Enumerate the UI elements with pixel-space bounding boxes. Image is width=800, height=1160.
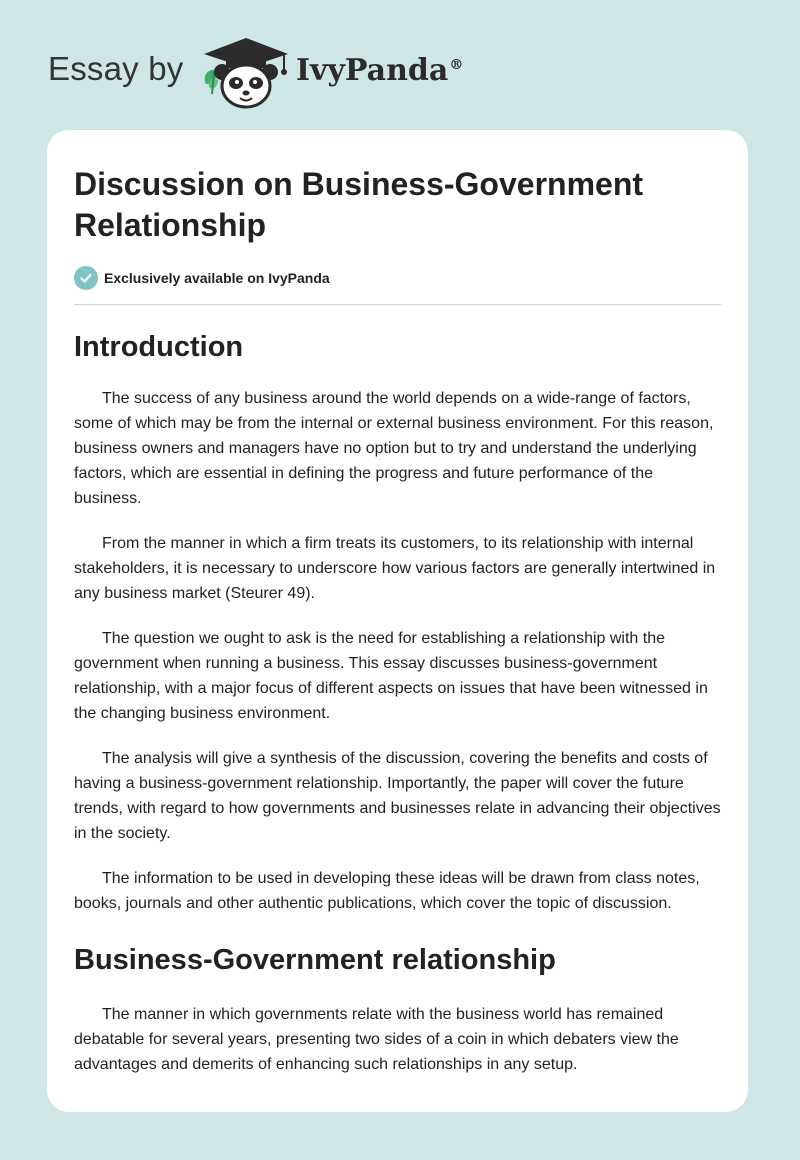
paragraph: From the manner in which a firm treats its customers, to its relationship with internal stakeholders, it is necessary to underscore how various factors are generally intertwined in any business market (Steurer 49). [74,535,716,602]
title-divider [74,304,721,305]
essay-card [47,130,748,1112]
page-title: Discussion on Business-Government Relationship [74,166,644,243]
paragraph: The success of any business around the world depends on a wide-range of factors, some of which may be from the internal or external business environment. For this reason, business owners and managers have no option but to try and understand the underlying factors, which are essential in defining the progress and future performance of the business. [74,390,714,507]
exclusive-badge [74,266,721,290]
paragraph: The analysis will give a synthesis of the discussion, covering the benefits and costs of having a business-government relationship. Importantly, the paper will cover the future trends, with regard to how governments and businesses relate in advancing their objectives in the society. [74,750,721,842]
panda-graduate-icon [200,36,292,110]
paragraph: The question we ought to ask is the need for establishing a relationship with the government when running a business. This essay discusses business-government relationship, with a major focus of different aspects on issues that have been witnessed in the changing business environment. [74,630,708,722]
exclusive-label: Exclusively available on IvyPanda [104,270,330,286]
paragraph: The information to be used in developing these ideas will be drawn from class notes, books, journals and other authentic publications, which cover the topic of discussion. [74,870,700,912]
site-header [0,0,800,130]
section-heading-introduction: Introduction [74,331,244,363]
section-heading-business-government: Business-Government relationship [74,944,556,976]
check-icon [74,266,98,290]
ivypanda-logo-text[interactable]: IvyPanda® [296,53,464,88]
paragraph: The manner in which governments relate with the business world has remained debatable for several years, presenting two sides of a coin in which debaters view the advantages and demerits of enhancing such relationships in any setup. [74,1006,679,1073]
essay-by-label: Essay by [48,50,184,87]
